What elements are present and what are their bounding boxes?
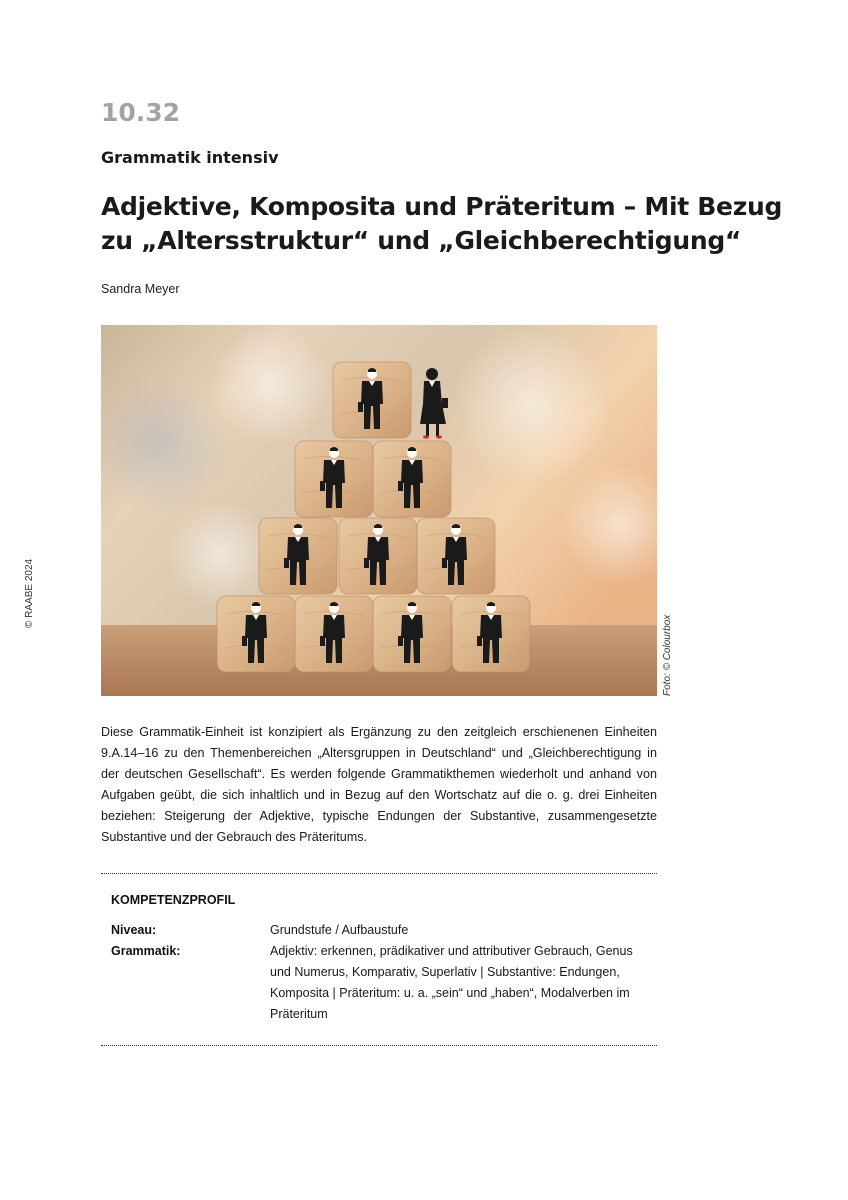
intro-paragraph: Diese Grammatik-Einheit ist konzipiert als Ergänzung zu den zeitgleich erschienenen Einheiten 9.A.14–16 zu den Themenbereichen „Altersgruppen in Deutschland“ und „Gleichberechtigung in der deutschen Gesellschaft“. Es werden folgende Grammatikthemen wiederholt und anhand von Aufgaben geübt, die sich inhaltlich und in Bezug auf den Wortschatz auf die o. g. drei Einheiten beziehen: Steigerung der Adjektive, typische Endungen der Substantive, zusammengesetzte Substantive und der Gebrauch des Präteritums. (101, 725, 657, 844)
title-line-1: Adjektive, Komposita und Präteritum – Mit Bezug (101, 192, 783, 221)
author-name: Sandra Meyer (101, 282, 180, 296)
divider-top (101, 873, 657, 874)
hero-image (101, 325, 657, 696)
series-title: Grammatik intensiv (101, 148, 279, 167)
photo-credit: Foto: © Colourbox (662, 614, 673, 696)
unit-number: 10.32 (101, 98, 181, 127)
level-label: Niveau: (111, 923, 157, 937)
grammar-value: Adjektiv: erkennen, prädikativer und attributiver Gebrauch, Genus und Numerus, Komparativ, Superlativ | Substantive: Endungen, Komposita | Präteritum: u. a. „sein“ und „haben“, Modalverben im Präteritum (270, 944, 633, 1021)
level-value: Grundstufe / Aufbaustufe (270, 923, 409, 937)
page-title (101, 190, 783, 258)
copyright-notice: © RAABE 2024 (24, 558, 35, 628)
competence-profile-heading: KOMPETENZPROFIL (111, 893, 236, 907)
title-line-2: zu „Altersstruktur“ und „Gleichberechtigung“ (101, 226, 742, 255)
divider-bottom (101, 1045, 657, 1046)
grammar-label: Grammatik: (111, 944, 181, 958)
